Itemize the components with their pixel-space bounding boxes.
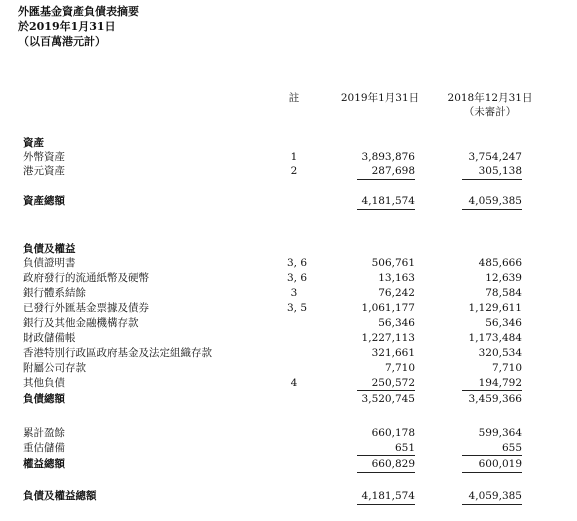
subtotal-rule	[357, 179, 415, 180]
grand-total-row	[0, 490, 577, 503]
grand-total-label: 負債及權益總額	[23, 490, 97, 502]
table-row	[0, 165, 577, 178]
table-row	[0, 332, 577, 345]
row-note: 3, 6	[287, 272, 308, 284]
row-label: 累計盈餘	[23, 427, 65, 439]
row-prior-value: 320,534	[478, 347, 522, 359]
subtotal-rule	[462, 455, 522, 456]
grand-total-rule	[357, 504, 415, 505]
row-current-value: 56,346	[378, 317, 415, 329]
table-row	[0, 151, 577, 164]
table-row	[0, 257, 577, 270]
assets-total-prior: 4,059,385	[468, 195, 522, 207]
total-rule	[357, 472, 415, 473]
subtotal-rule	[357, 455, 415, 456]
row-label: 外幣資產	[23, 151, 65, 163]
row-current-value: 7,710	[384, 362, 415, 374]
row-current-value: 1,061,177	[361, 302, 415, 314]
prior-period-header: 2018年12月31日	[447, 92, 533, 104]
assets-total-label: 資產總額	[23, 195, 65, 207]
assets-heading-row	[0, 137, 577, 150]
assets-total-current: 4,181,574	[361, 195, 415, 207]
row-prior-value: 56,346	[485, 317, 522, 329]
subtotal-rule	[462, 390, 522, 391]
table-row	[0, 347, 577, 360]
row-current-value: 76,242	[378, 287, 415, 299]
row-label: 重估儲備	[23, 442, 65, 454]
report-unit: （以百萬港元計）	[18, 35, 106, 48]
row-label: 財政儲備帳	[23, 332, 76, 344]
grand-total-current: 4,181,574	[361, 490, 415, 502]
row-prior-value: 194,792	[478, 377, 522, 389]
row-current-value: 3,893,876	[361, 151, 415, 163]
liabilities-total-row	[0, 393, 577, 406]
row-label: 銀行體系結餘	[23, 287, 86, 299]
equity-total-label: 權益總額	[23, 458, 65, 470]
row-note: 2	[290, 165, 298, 177]
row-label: 香港特別行政區政府基金及法定組織存款	[23, 347, 212, 359]
total-rule	[357, 209, 415, 210]
subtotal-rule	[462, 179, 522, 180]
liabilities-heading: 負債及權益	[23, 243, 76, 255]
row-label: 附屬公司存款	[23, 362, 86, 374]
row-current-value: 660,178	[371, 427, 415, 439]
row-prior-value: 12,639	[485, 272, 522, 284]
row-label: 已發行外匯基金票據及債券	[23, 302, 149, 314]
grand-total-prior: 4,059,385	[468, 490, 522, 502]
report-date: 於2019年1月31日	[18, 20, 116, 33]
equity-total-prior: 600,019	[478, 458, 522, 470]
liabilities-total-prior: 3,459,366	[468, 393, 522, 405]
row-note: 3, 6	[287, 257, 308, 269]
row-label: 負債證明書	[23, 257, 76, 269]
row-prior-value: 655	[501, 442, 522, 454]
row-prior-value: 305,138	[478, 165, 522, 177]
liabilities-total-current: 3,520,745	[361, 393, 415, 405]
row-label: 銀行及其他金融機構存款	[23, 317, 139, 329]
liabilities-heading-row	[0, 243, 577, 256]
row-current-value: 651	[394, 442, 415, 454]
row-label: 港元資產	[23, 165, 65, 177]
table-row	[0, 427, 577, 440]
row-current-value: 506,761	[371, 257, 415, 269]
equity-total-current: 660,829	[371, 458, 415, 470]
row-note: 3, 5	[287, 302, 308, 314]
row-label: 政府發行的流通紙幣及硬幣	[23, 272, 149, 284]
assets-total-row	[0, 195, 577, 208]
report-title: 外匯基金資產負債表摘要	[18, 5, 139, 18]
row-prior-value: 599,364	[478, 427, 522, 439]
total-rule	[462, 472, 522, 473]
row-note: 1	[290, 151, 298, 163]
row-current-value: 1,227,113	[361, 332, 415, 344]
table-row	[0, 442, 577, 455]
table-row	[0, 302, 577, 315]
row-current-value: 287,698	[371, 165, 415, 177]
table-row	[0, 362, 577, 375]
row-current-value: 13,163	[378, 272, 415, 284]
row-current-value: 321,661	[371, 347, 415, 359]
current-period-header: 2019年1月31日	[340, 92, 420, 104]
row-prior-value: 1,129,611	[468, 302, 522, 314]
row-note: 4	[290, 377, 298, 389]
equity-total-row	[0, 458, 577, 471]
table-row	[0, 317, 577, 330]
table-row	[0, 272, 577, 285]
table-row	[0, 287, 577, 300]
row-label: 其他負債	[23, 377, 65, 389]
row-prior-value: 485,666	[478, 257, 522, 269]
row-prior-value: 1,173,484	[468, 332, 522, 344]
row-note: 3	[290, 287, 298, 299]
row-prior-value: 78,584	[485, 287, 522, 299]
liabilities-total-label: 負債總額	[23, 393, 65, 405]
row-prior-value: 7,710	[491, 362, 522, 374]
table-row	[0, 377, 577, 390]
subtotal-rule	[357, 390, 415, 391]
assets-heading: 資產	[23, 137, 44, 149]
total-rule	[462, 209, 522, 210]
prior-period-subheader: （未審計）	[463, 106, 517, 118]
row-current-value: 250,572	[371, 377, 415, 389]
note-column-header: 註	[288, 92, 300, 104]
row-prior-value: 3,754,247	[468, 151, 522, 163]
grand-total-rule	[462, 504, 522, 505]
